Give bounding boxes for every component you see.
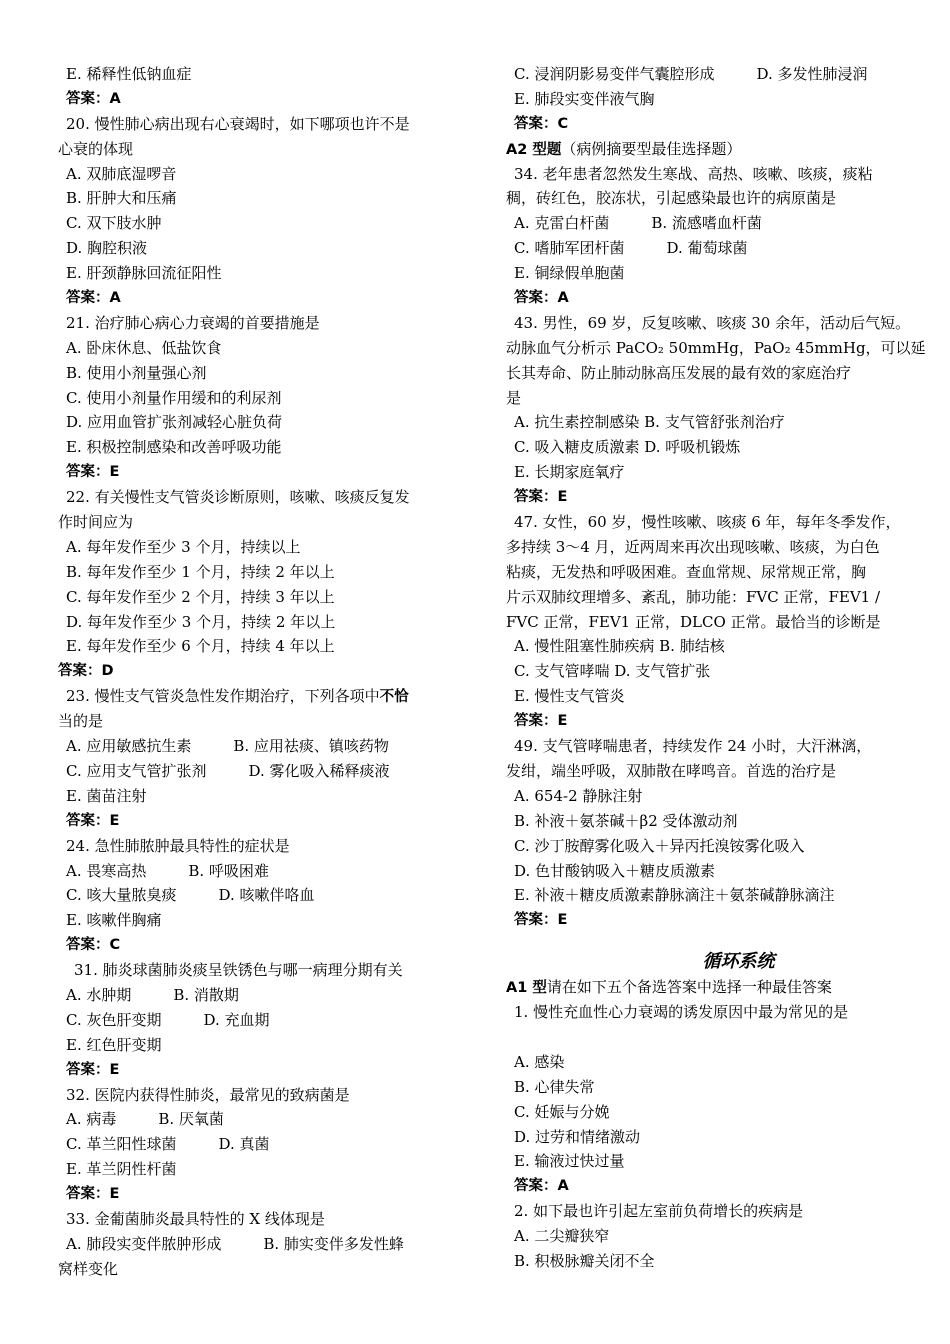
answer-line: 答案：E <box>66 812 120 829</box>
option-text: D. 雾化吸入稀释痰液 <box>248 761 390 780</box>
question-line: 21. 治疗肺心病心力衰竭的首要措施是 <box>66 313 320 332</box>
question-line: 49. 支气管哮喘患者，持续发作 24 小时，大汗淋漓， <box>514 737 872 756</box>
option-text: B. 消散期 <box>173 985 239 1004</box>
question-line: 稠，砖红色，胶冻状，引起感染最也许的病原菌是 <box>506 189 837 208</box>
section-title: 循环系统 <box>702 951 775 973</box>
option-line: E. 慢性支气管炎 <box>514 687 625 706</box>
option-text: D. 多发性肺浸润 <box>756 65 868 83</box>
option-text: C. 革兰阳性球菌 <box>66 1135 177 1154</box>
option-line: E. 咳嗽伴胸痛 <box>66 911 162 930</box>
question-line: 动脉血气分析示 PaCO₂ 50mmHg，PaO₂ 45mmHg，可以延 <box>506 338 926 357</box>
blank-line <box>506 1025 901 1050</box>
question-line: 20. 慢性肺心病出现右心衰竭时，如下哪项也许不是 <box>66 114 410 133</box>
option-line: C. 支气管哮喘 D. 支气管扩张 <box>514 662 711 681</box>
answer-line: 答案：C <box>66 937 121 954</box>
option-text: C. 浸润阴影易变伴气囊腔形成 <box>514 65 715 83</box>
section-header <box>506 137 901 162</box>
question-line: 24. 急性肺脓肿最具特性的症状是 <box>66 836 290 855</box>
option-line: E. 肝颈静脉回流征阳性 <box>66 264 222 283</box>
option-line <box>58 859 456 884</box>
option-line: B. 使用小剂量强心剂 <box>66 363 207 382</box>
answer-line: 答案：E <box>514 489 568 506</box>
option-text: B. 肺实变伴多发性蜂 <box>263 1234 404 1253</box>
option-line: C. 吸入糖皮质激素 D. 呼吸机锻炼 <box>514 438 741 457</box>
answer-line: 答案：A <box>514 1178 569 1195</box>
question-line: 是 <box>506 388 522 407</box>
option-text: B. 应用祛痰、镇咳药物 <box>233 737 389 756</box>
option-line <box>58 883 456 908</box>
option-line <box>58 1008 456 1033</box>
option-line: A. 慢性阻塞性肺疾病 B. 肺结核 <box>514 637 725 656</box>
left-column <box>58 62 456 1282</box>
option-text: A. 应用敏感抗生素 <box>66 737 192 756</box>
question-line: 1. 慢性充血性心力衰竭的诱发原因中最为常见的是 <box>514 1003 849 1022</box>
option-line: C. 沙丁胺醇雾化吸入＋异丙托溴铵雾化吸入 <box>514 836 805 855</box>
section-label: A2 型题 <box>506 141 562 158</box>
question-line: 片示双肺纹理增多、紊乱，肺功能：FVC 正常，FEV1 / <box>506 587 881 606</box>
option-line: E. 铜绿假单胞菌 <box>514 264 625 283</box>
option-line: E. 红色肝变期 <box>66 1035 162 1054</box>
option-line: E. 输液过快过量 <box>514 1152 625 1171</box>
option-line: E. 每年发作至少 6 个月，持续 4 年以上 <box>66 637 335 656</box>
answer-line: 答案：A <box>66 290 121 307</box>
option-text: A. 水肿期 <box>66 985 132 1004</box>
option-line: A. 二尖瓣狭窄 <box>514 1227 610 1246</box>
option-line <box>506 211 901 236</box>
option-line: C. 每年发作至少 2 个月，持续 3 年以上 <box>66 587 335 606</box>
answer-line: 答案：E <box>514 912 568 929</box>
option-line: B. 积极脉瓣关闭不全 <box>514 1251 655 1270</box>
option-text: A. 肺段实变伴脓肿形成 <box>66 1234 222 1253</box>
option-line <box>58 1132 456 1157</box>
question-line <box>58 684 456 709</box>
option-line <box>506 62 901 87</box>
option-line <box>58 759 456 784</box>
question-line: 当的是 <box>58 712 104 731</box>
option-text: D. 咳嗽伴咯血 <box>218 886 315 905</box>
option-line: C. 妊娠与分娩 <box>514 1102 610 1121</box>
answer-line: 答案：A <box>66 90 121 107</box>
option-line: E. 菌苗注射 <box>66 786 147 805</box>
answer-line: 答案：C <box>514 115 569 132</box>
option-text: B. 流感嗜血杆菌 <box>651 214 762 233</box>
answer-line: 答案：D <box>58 663 114 680</box>
option-text: B. 呼吸困难 <box>188 861 269 880</box>
option-text: A. 克雷白杆菌 <box>514 214 610 233</box>
option-line: A. 双肺底湿啰音 <box>66 164 177 183</box>
option-text: A. 畏寒高热 <box>66 861 147 880</box>
question-line: 33. 金葡菌肺炎最具特性的 X 线体现是 <box>66 1209 325 1228</box>
option-line: D. 应用血管扩张剂减轻心脏负荷 <box>66 413 283 432</box>
section-label: A1 型 <box>506 980 547 997</box>
option-line <box>58 1107 456 1132</box>
option-text: C. 灰色肝变期 <box>66 1010 162 1029</box>
section-header <box>506 975 901 1000</box>
option-line: D. 过劳和情绪激动 <box>514 1127 641 1146</box>
option-line: E. 积极控制感染和改善呼吸功能 <box>66 438 282 457</box>
question-line: 发绀，端坐呼吸，双肺散在哮鸣音。首选的治疗是 <box>506 761 837 780</box>
option-text: C. 咳大量脓臭痰 <box>66 886 177 905</box>
right-column <box>506 62 926 1274</box>
question-line: 多持续 3～4 月，近两周来再次出现咳嗽、咳痰，为白色 <box>506 537 880 556</box>
question-line: 粘痰，无发热和呼吸困难。查血常规、尿常规正常，胸 <box>506 562 867 581</box>
question-line: 31. 肺炎球菌肺炎痰呈铁锈色与哪一病理分期有关 <box>74 961 403 980</box>
answer-line: 答案：E <box>66 1186 120 1203</box>
question-line: 47. 女性，60 岁，慢性咳嗽、咳痰 6 年，每年冬季发作， <box>514 513 901 532</box>
option-line <box>58 1232 456 1257</box>
option-line: D. 每年发作至少 3 个月，持续 2 年以上 <box>66 612 336 631</box>
section-description: （病例摘要型最佳选择题） <box>561 139 742 158</box>
option-line: B. 补液＋氨茶碱＋β2 受体激动剂 <box>514 811 738 830</box>
option-line: A. 卧床休息、低盐饮食 <box>66 338 222 357</box>
answer-line: 答案：A <box>514 290 569 307</box>
question-line: 心衰的体现 <box>58 139 134 158</box>
question-line: 32. 医院内获得性肺炎，最常见的致病菌是 <box>66 1085 350 1104</box>
option-line <box>58 983 456 1008</box>
emphasis-text: 不恰 <box>379 689 409 706</box>
section-description: 请在如下五个备选答案中选择一种最佳答案 <box>546 978 832 997</box>
answer-line: 答案：E <box>66 1061 120 1078</box>
option-text: D. 葡萄球菌 <box>666 239 748 258</box>
option-text: D. 充血期 <box>203 1010 270 1029</box>
option-line: A. 每年发作至少 3 个月，持续以上 <box>66 537 301 556</box>
option-line <box>58 734 456 759</box>
option-text: A. 病毒 <box>66 1110 117 1129</box>
answer-line: 答案：E <box>66 464 120 481</box>
question-line: 43. 男性，69 岁，反复咳嗽、咳痰 30 余年，活动后气短。 <box>514 313 911 332</box>
option-line: E. 革兰阴性杆菌 <box>66 1160 177 1179</box>
option-text: B. 厌氧菌 <box>158 1110 224 1129</box>
option-line: 窝样变化 <box>58 1259 119 1278</box>
question-line: 作时间应为 <box>58 513 134 532</box>
option-line: B. 每年发作至少 1 个月，持续 2 年以上 <box>66 562 335 581</box>
option-line: E. 稀释性低钠血症 <box>66 65 192 83</box>
option-line: A. 感染 <box>514 1052 565 1071</box>
question-line: 34. 老年患者忽然发生寒战、高热、咳嗽、咳痰，痰粘 <box>514 164 873 183</box>
question-line: 2. 如下最也许引起左室前负荷增长的疾病是 <box>514 1202 804 1221</box>
option-line: B. 肝肿大和压痛 <box>66 189 177 208</box>
option-line: A. 654-2 静脉注射 <box>514 786 643 805</box>
question-line: 长其寿命、防止肺动脉高压发展的最有效的家庭治疗 <box>506 363 852 382</box>
option-line: E. 长期家庭氧疗 <box>514 463 625 482</box>
question-text: 23. 慢性支气管炎急性发作期治疗，下列各项中 <box>66 687 380 706</box>
option-line: C. 使用小剂量作用缓和的利尿剂 <box>66 388 282 407</box>
option-line: D. 色甘酸钠吸入＋糖皮质激素 <box>514 861 716 880</box>
option-line <box>506 236 901 261</box>
question-line: 22. 有关慢性支气管炎诊断原则，咳嗽、咳痰反复发 <box>66 488 410 507</box>
option-line: E. 肺段实变伴液气胸 <box>514 89 655 108</box>
option-line: B. 心律失常 <box>514 1077 595 1096</box>
question-line: FVC 正常，FEV1 正常，DLCO 正常。最恰当的诊断是 <box>506 612 881 631</box>
option-line: C. 双下肢水肿 <box>66 214 162 233</box>
option-text: C. 嗜肺军团杆菌 <box>514 239 625 258</box>
option-text: C. 应用支气管扩张剂 <box>66 761 207 780</box>
option-line: D. 胸腔积液 <box>66 239 148 258</box>
answer-line: 答案：E <box>514 713 568 730</box>
option-line: E. 补液＋糖皮质激素静脉滴注＋氨茶碱静脉滴注 <box>514 886 835 905</box>
option-text: D. 真菌 <box>218 1135 270 1154</box>
option-line: A. 抗生素控制感染 B. 支气管舒张剂治疗 <box>514 413 785 432</box>
